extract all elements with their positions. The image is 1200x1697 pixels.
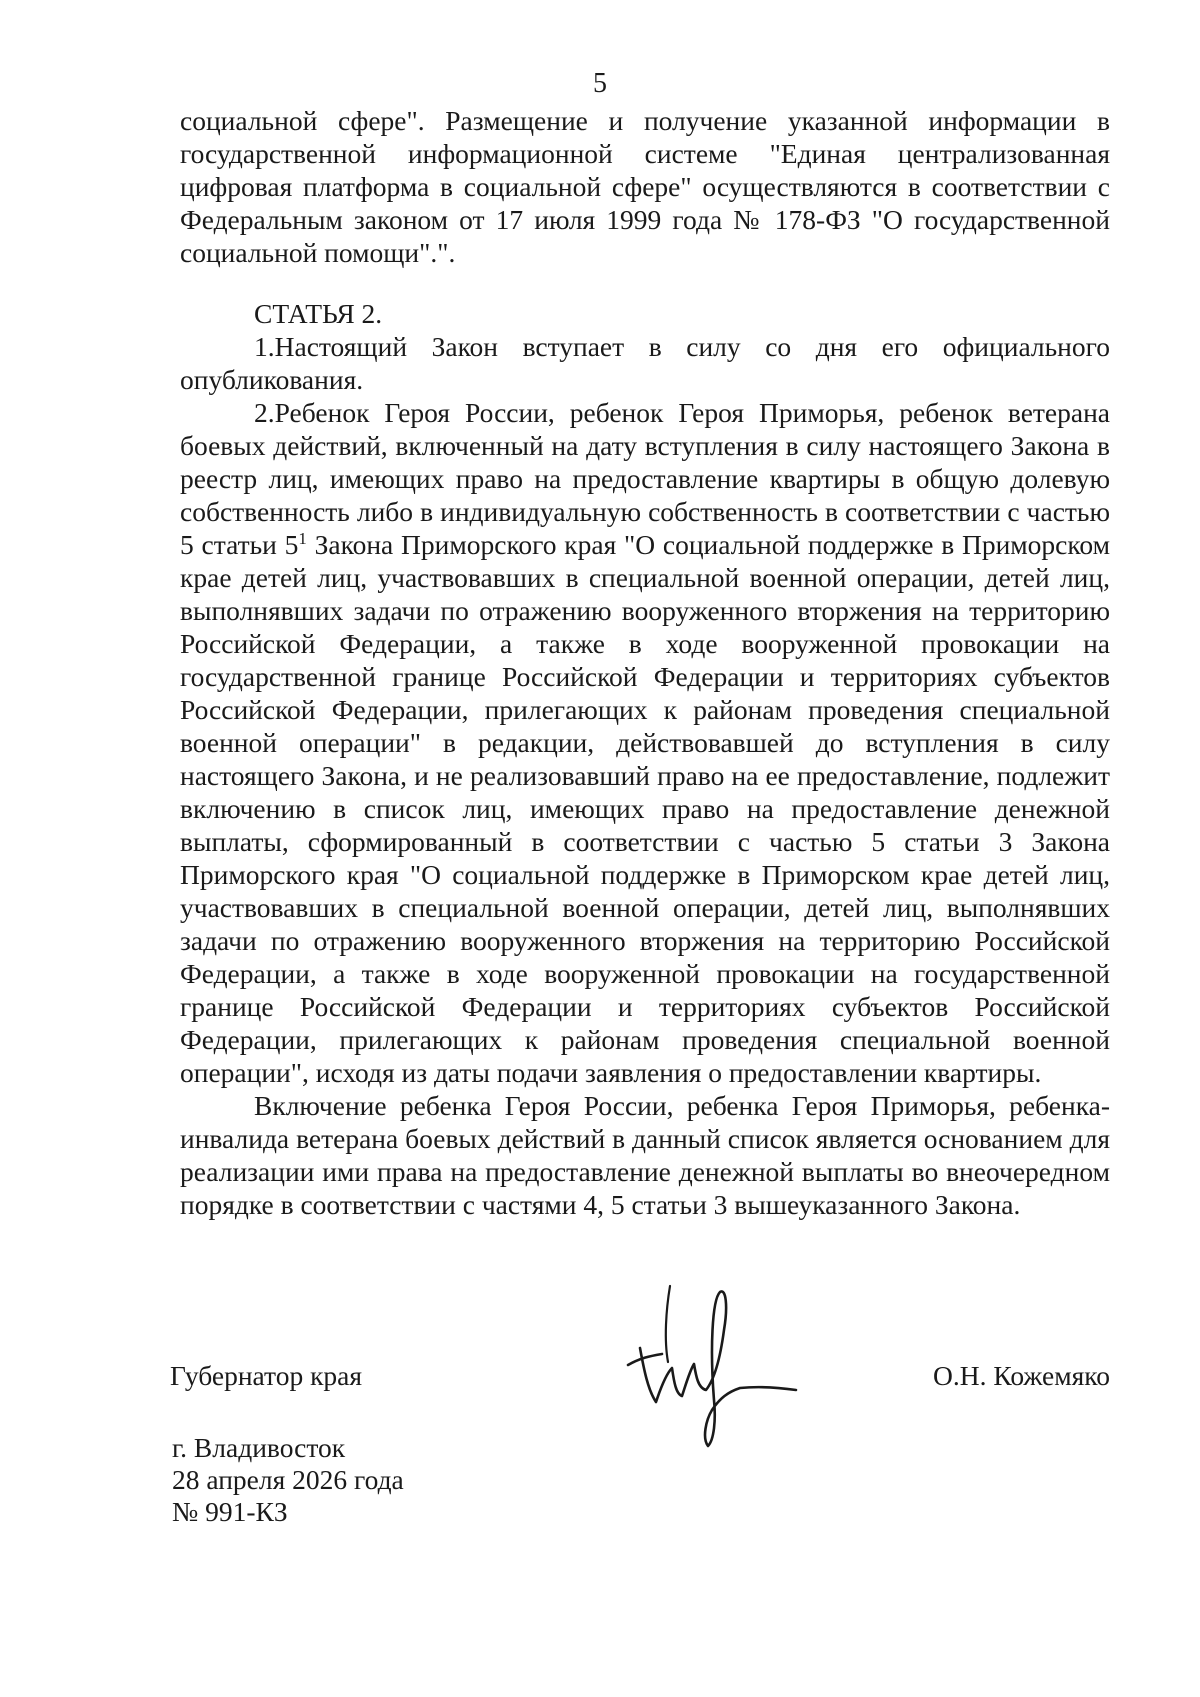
article-paragraph-2 <box>180 396 1110 1089</box>
city: г. Владивосток <box>172 1432 346 1463</box>
intro-section <box>180 104 1110 269</box>
page-number: 5 <box>593 68 607 99</box>
article-heading: СТАТЬЯ 2. <box>254 298 383 329</box>
governor-name: О.Н. Кожемяко <box>933 1360 1110 1391</box>
law-date: 28 апреля 2026 года <box>172 1464 404 1495</box>
article-paragraph-2-superscript: 1 <box>298 528 307 548</box>
signature-row <box>170 1360 1110 1400</box>
article-paragraph-2-start: 2.Ребенок Героя России, ребенок Героя Приморья, ребенок ветерана боевых действий, включенный на дату вступления в силу настоящего Закона в реестр лиц, имеющих право на предоставление квартиры в общую долевую собственность либо в индивидуальную собственность в соответствии с частью 5 статьи 5 <box>180 397 1110 560</box>
article-2-section <box>180 297 1110 1221</box>
article-paragraph-2-end: Закона Приморского края "О социальной поддержке в Приморском крае детей лиц, участвовавших в специальной военной операции, детей лиц, выполнявших задачи по отражению вооруженного вторжения на территорию Российской Федерации, а также в ходе вооруженной провокации на государственной границе Российской Федерации и территориях субъектов Российской Федерации, прилегающих к районам проведения специальной военной операции" в редакции, действовавшей до вступления в силу настоящего Закона, и не реализовавший право на ее предоставление, подлежит включению в список лиц, имеющих право на предоставление денежной выплаты, сформированный в соответствии с частью 5 статьи 3 Закона Приморского края "О социальной поддержке в Приморском крае детей лиц, участвовавших в специальной военной операции, детей лиц, выполнявших задачи по отражению вооруженного вторжения на территорию Российской Федерации, а также в ходе вооруженной провокации на государственной границе Российской Федерации и территориях субъектов Российской Федерации, прилегающих к районам проведения специальной военной операции", исходя из даты подачи заявления о предоставлении квартиры. <box>180 529 1110 1088</box>
intro-paragraph: социальной сфере". Размещение и получение указанной информации в государственной информационной системе "Единая централизованная цифровая платформа в социальной сфере" осуществляются в соответствии с Федеральным законом от 17 июля 1999 года № 178-ФЗ "О государственной социальной помощи".". <box>180 105 1110 268</box>
article-paragraph-3: Включение ребенка Героя России, ребенка Героя Приморья, ребенка-инвалида ветерана боевых действий в данный список является основанием для реализации ими права на предоставление денежной выплаты во внеочередном порядке в соответствии с частями 4, 5 статьи 3 вышеуказанного Закона. <box>180 1090 1110 1220</box>
article-paragraph-1: 1.Настоящий Закон вступает в силу со дня его официального опубликования. <box>180 331 1110 395</box>
governor-title: Губернатор края <box>170 1360 363 1391</box>
law-number: № 991-КЗ <box>172 1496 288 1527</box>
place-date-number <box>172 1432 404 1528</box>
